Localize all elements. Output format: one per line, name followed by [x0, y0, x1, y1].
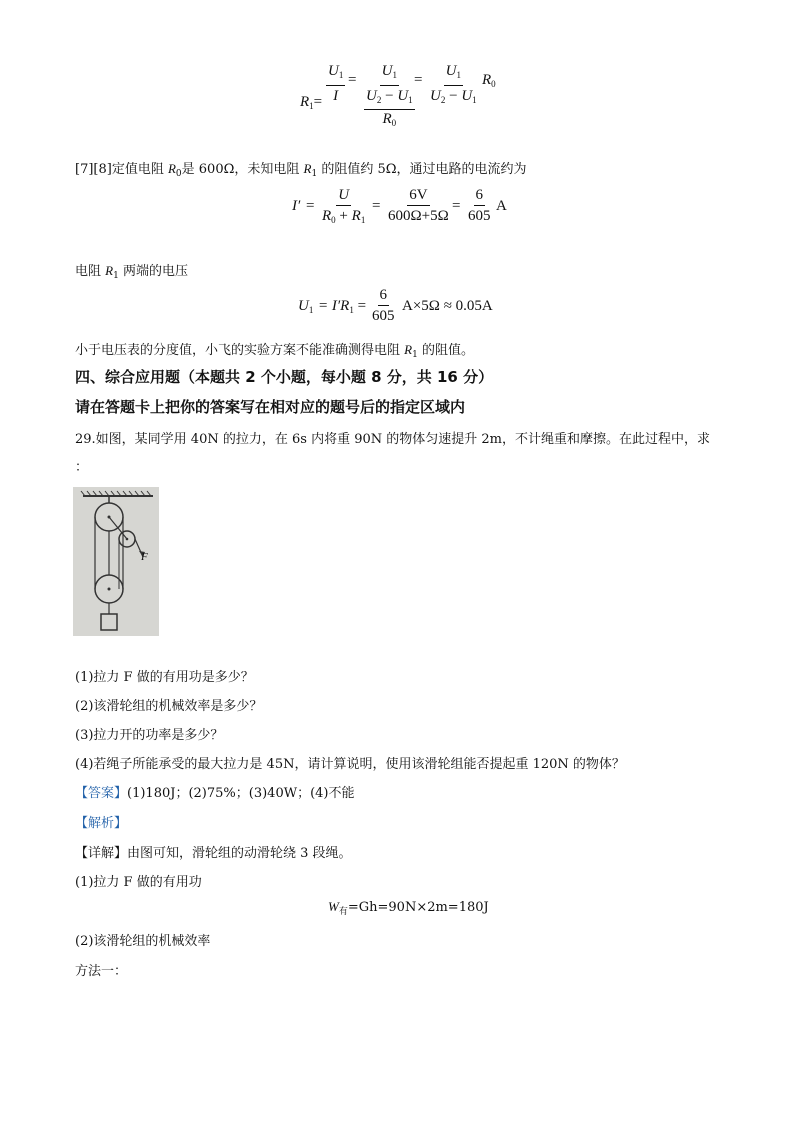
step2-method: 方法一：: [75, 964, 128, 979]
sub-question-2: (2)该滑轮组的机械效率是多少？: [75, 699, 263, 714]
eq-r1-equals: =: [313, 94, 323, 110]
detail-line: [75, 842, 352, 861]
equation-r1: [300, 58, 540, 128]
equation-voltage: $U_1$ = $I'R_1$ = $\frac{6}{605}$ A×5Ω ≈ 0.05A: [298, 287, 493, 324]
eq-current-frac3: $\frac{6}{605}$: [468, 187, 491, 224]
sub-question-3: (3)拉力开的功率是多少？: [75, 728, 224, 743]
eq-current-frac1: $\frac{U}{R_0 + R_1}$: [322, 187, 366, 225]
eq-current-unit: A: [496, 198, 507, 214]
answer-line: [75, 782, 355, 801]
sub-question-1: (1)拉力 F 做的有用功是多少？: [75, 670, 254, 685]
eq-r1-frac2: $U_1$ $U_2 - U_1$ $R_0$: [366, 63, 413, 128]
eq-r1-lhs-sub: 1: [309, 101, 314, 111]
eq-r1-eq2: =: [348, 72, 357, 88]
pulley-figure: [73, 487, 159, 636]
para78-suffix: 的阻值约 5Ω，通过电路的电流约为: [317, 162, 527, 177]
eq-r1-eq3: =: [414, 72, 423, 88]
step1-formula: $W_有=Gh=90N\times 2m=180J$: [328, 899, 489, 917]
answer-label: 【答案】: [75, 786, 128, 801]
sub-question-4: (4)若绳子所能承受的最大拉力是 45N，请计算说明，使用该滑轮组能否提起重 120N 的物体？: [75, 757, 625, 772]
paragraph-conclusion: 小于电压表的分度值，小飞的实验方案不能准确测得电阻 $R_1$ 的阻值。: [75, 342, 474, 360]
eq-voltage-tail: A×5Ω ≈ 0.05A: [402, 298, 493, 314]
question-29-line2: ：: [75, 460, 89, 475]
eq-r1-frac3: $\frac{U_1}{U_2 - U_1}$: [430, 63, 477, 105]
para78-r1: R: [303, 161, 312, 176]
eq-voltage-frac: $\frac{6}{605}$: [372, 287, 395, 324]
paragraph-78: [75, 158, 527, 179]
eq-r1-lhs-symbol: R: [300, 94, 310, 110]
eq-r1-lhs: [300, 94, 322, 111]
analysis-label: 【解析】: [75, 816, 128, 831]
paragraph-voltage: 电阻 $R_1$ 两端的电压: [75, 263, 188, 281]
para78-r0: R: [167, 161, 176, 176]
eq-r1-tail: $R_0$: [482, 72, 496, 89]
para78-prefix: [7][8]定值电阻: [75, 162, 168, 177]
instruction-heading: 请在答题卡上把你的答案写在相对应的题号后的指定区域内: [75, 398, 466, 416]
para78-r0-sub: 0: [175, 169, 182, 179]
question-29-line1: 29.如图，某同学用 40N 的拉力，在 6s 内将重 90N 的物体匀速提升 2m，不计绳重和摩擦。在此过程中，求: [75, 432, 710, 447]
detail-label: 【详解】: [75, 846, 128, 861]
para78-mid: 是 600Ω，未知电阻: [181, 162, 304, 177]
equation-current: I′ = $\frac{U}{R_0 + R_1}$ = $\frac{6V}{600\Omega+5\Omega}$ = $\frac{6}{605}$ A: [292, 186, 532, 230]
force-label: F: [141, 551, 148, 563]
eq-r1-frac1: $\frac{U_1}{I}$: [328, 63, 344, 104]
eq-current-frac2: $\frac{6V}{600\Omega+5\Omega}$: [388, 187, 449, 224]
answer-text: (1)180J；(2)75%；(3)40W；(4)不能: [127, 786, 355, 801]
para78-r1-sub: 1: [311, 169, 318, 179]
step2-text: (2)该滑轮组的机械效率: [75, 934, 211, 949]
step1-text: (1)拉力 F 做的有用功: [75, 875, 202, 890]
eq-current-lhs: I′: [292, 198, 301, 214]
detail-text: 由图可知，滑轮组的动滑轮绕 3 段绳。: [127, 846, 352, 861]
section-heading: 四、综合应用题（本题共 2 个小题，每小题 8 分，共 16 分）: [75, 368, 494, 386]
